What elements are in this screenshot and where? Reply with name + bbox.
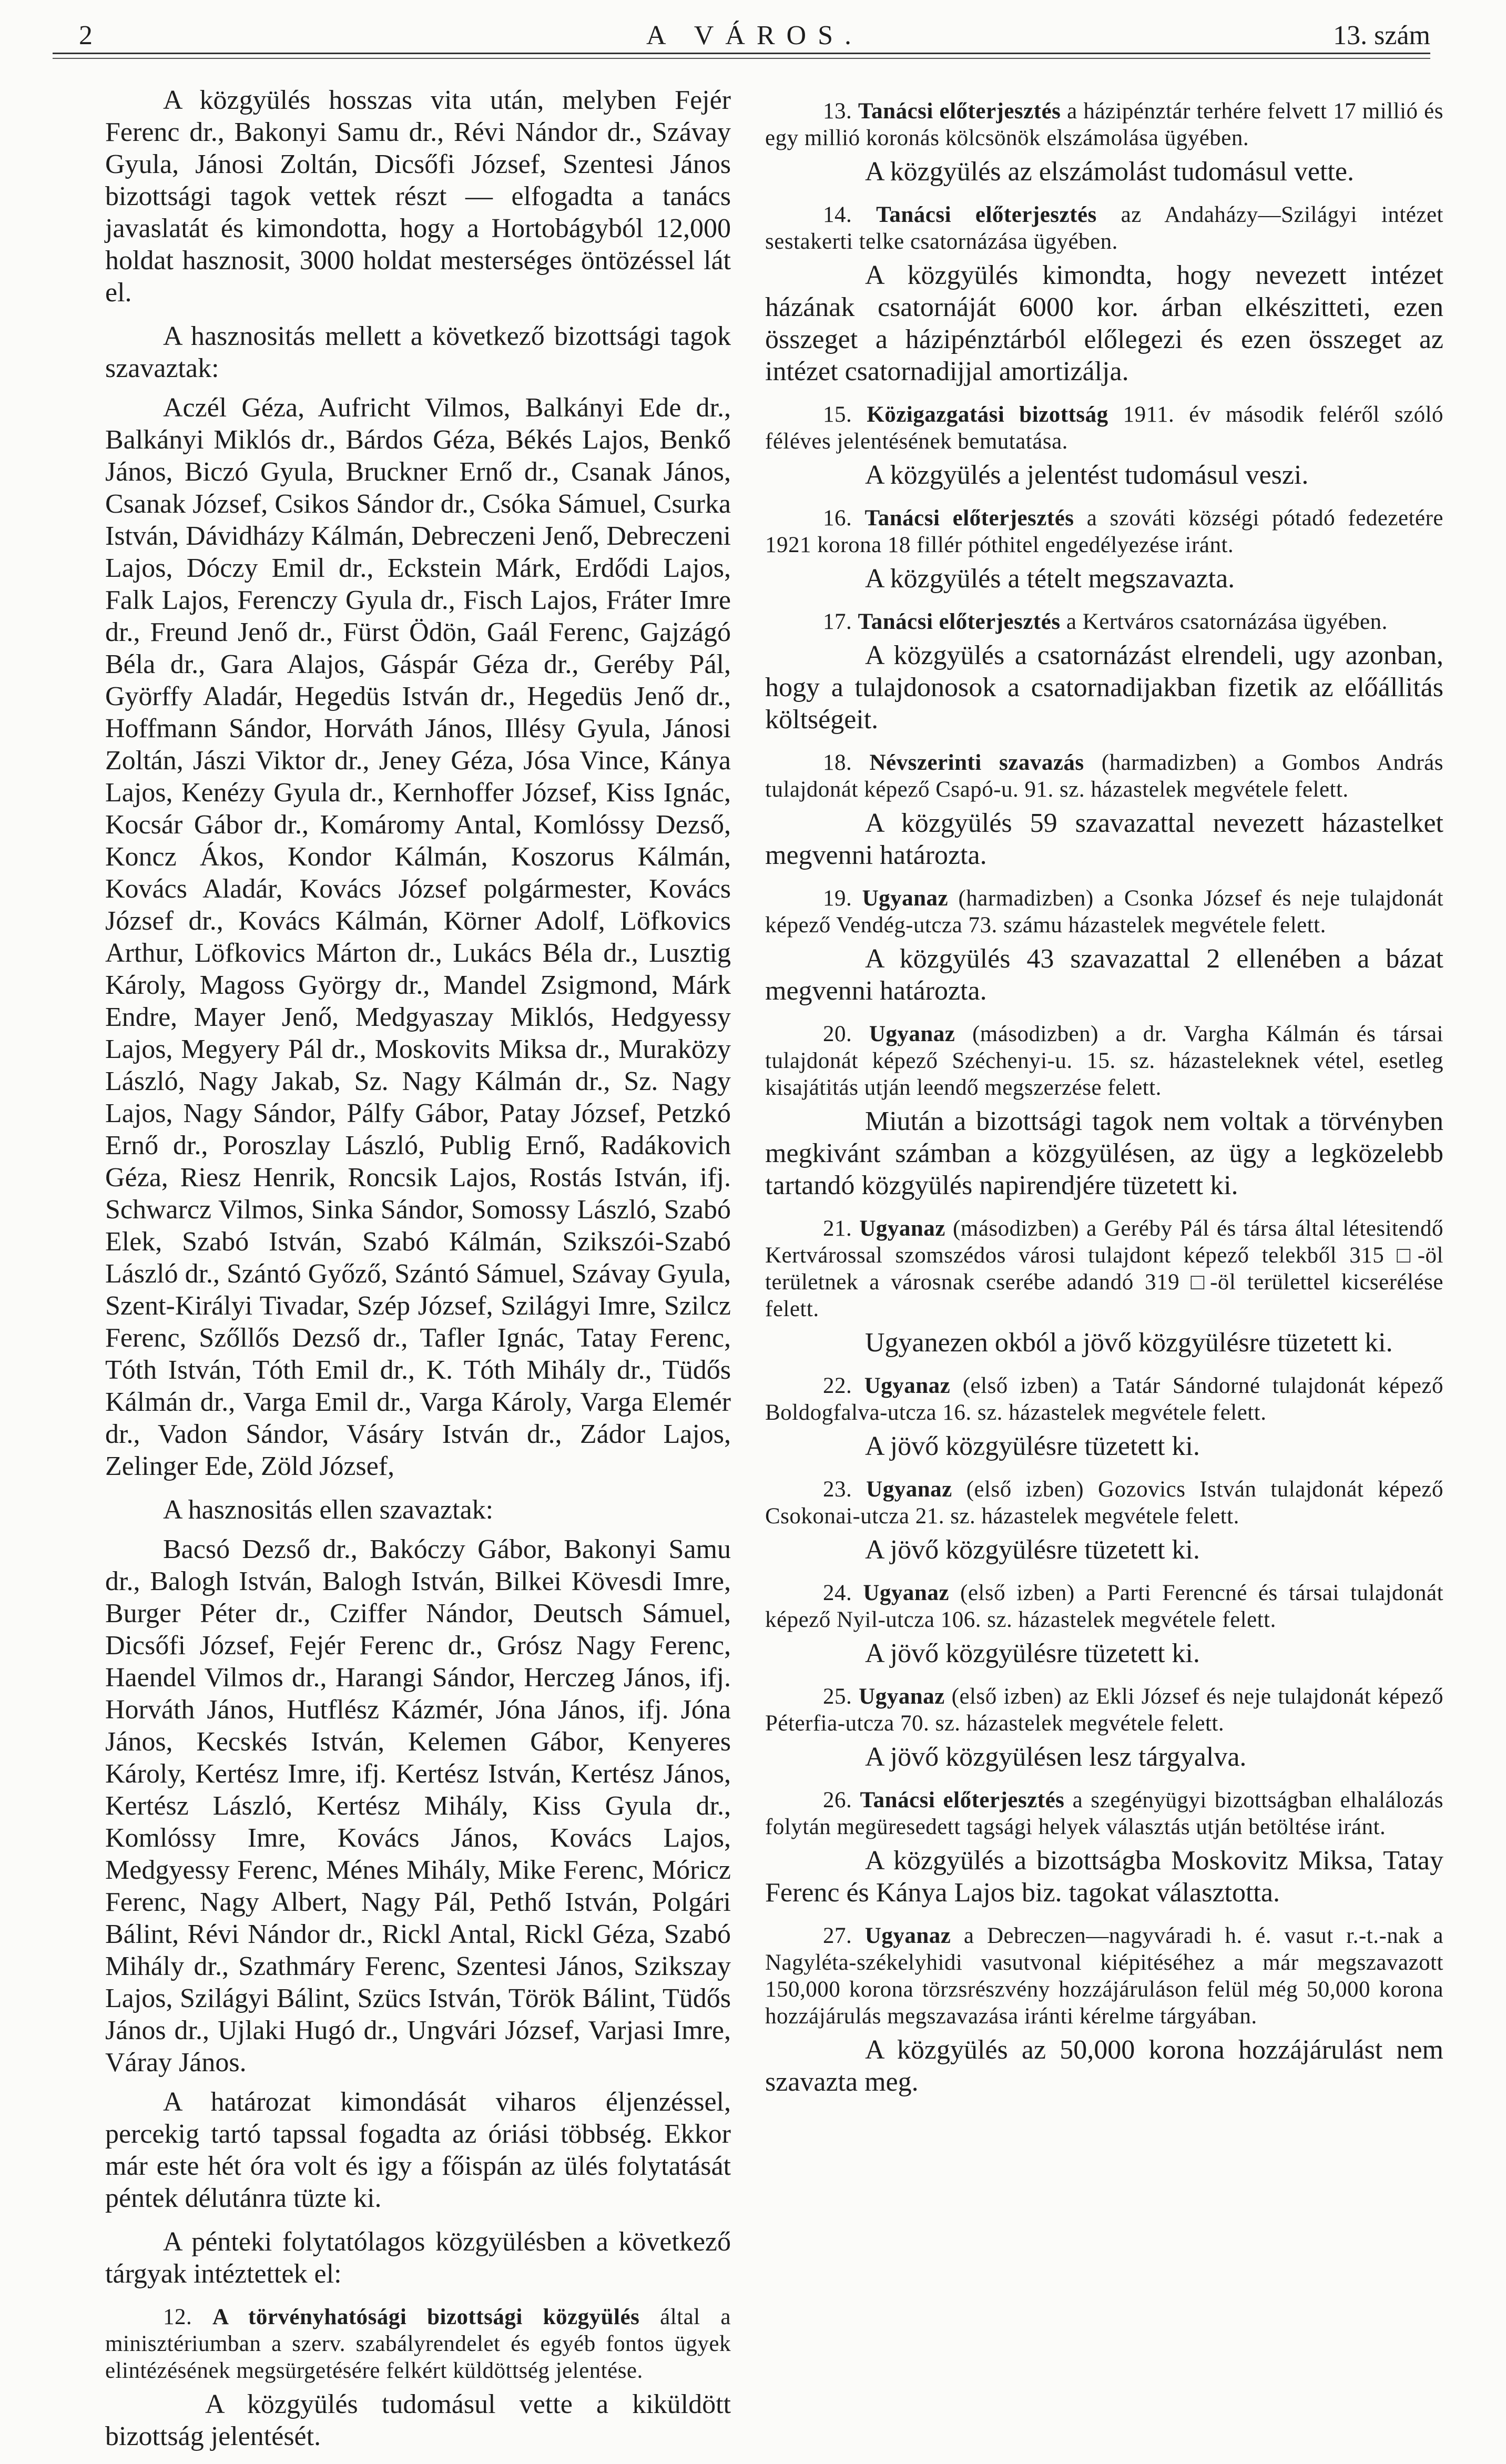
paragraph: A közgyülés hosszas vita után, melyben Fejér Ferenc dr., Bakonyi Samu dr., Révi Nándor dr., Szávay Gyula, Jánosi Zoltán, Dicsőfi József, Szentesi János bizottsági tagok vettek részt — elfogadta a tanács javaslatát és kimondotta, hogy a Hortobágyból 12,000 holdat hasznosit, 3000 holdat mesterséges öntözéssel lát el. — [105, 85, 731, 308]
item-title: Tanácsi előterjesztés — [876, 202, 1097, 227]
item-title: Közigazgatási bizottság — [867, 402, 1108, 427]
item-text: (első izben) a Parti Ferencné és társai tulajdonát képező Nyil-utcza 106. sz. házastelek megvétele felett. — [765, 1581, 1444, 1632]
item-text: (első izben) a Tatár Sándorné tulajdonát képező Boldogfalva-utcza 16. sz. házastelek megvétele felett. — [765, 1373, 1444, 1425]
item-number: 24. — [823, 1581, 852, 1605]
item-title: Tanácsi előterjesztés — [860, 1788, 1065, 1813]
agenda-item — [765, 1476, 1443, 1530]
item-title: Tanácsi előterjesztés — [864, 506, 1074, 531]
agenda-item — [765, 1683, 1443, 1737]
item-number: 25. — [823, 1684, 852, 1709]
item-title: Ugyanaz — [863, 1581, 949, 1605]
item-resolution: A közgyülés az 50,000 korona hozzájárulást nem szavazta meg. — [765, 2035, 1443, 2097]
section-heading: A hasznositás mellett a következő bizottsági tagok szavaztak: — [105, 321, 731, 383]
agenda-item — [765, 885, 1443, 939]
item-resolution: A jövő közgyülésen lesz tárgyalva. — [865, 1742, 1247, 1772]
item-resolution: A közgyülés a tételt megszavazta. — [865, 564, 1235, 594]
agenda-item — [765, 1922, 1443, 2030]
agenda-item — [765, 749, 1443, 803]
agenda-item — [765, 1372, 1443, 1426]
agenda-item — [765, 608, 1443, 635]
item-title: Ugyanaz — [859, 1216, 945, 1241]
item-resolution: A közgyülés a jelentést tudomásul veszi. — [865, 460, 1309, 490]
item-title: Ugyanaz — [869, 1022, 955, 1046]
section-heading: A pénteki folytatólagos közgyülésben a következő tárgyak intéztettek el: — [105, 2227, 731, 2289]
item-resolution: A közgyülés a csatornázást elrendeli, ugy azonban, hogy a tulajdonosok a csatornadijakban fizetik az előállitás költségeit. — [765, 640, 1443, 735]
item-text: (harmadizben) a Csonka József és neje tulajdonát képező Vendég-utcza 73. számu házastelek megvétele felett. — [765, 886, 1444, 938]
item-number: 20. — [823, 1022, 852, 1046]
item-text: által a minisztériumban a szerv. szabályrendelet és egyéb fontos ügyek elintézésének megsürgetésére felkért küldöttség jelentése. — [105, 2305, 731, 2383]
item-resolution: A közgyülés 59 szavazattal nevezett házastelket megvenni határozta. — [765, 808, 1443, 870]
item-resolution: Ugyanezen okból a jövő közgyülésre tüzetett ki. — [865, 1328, 1393, 1358]
item-title: Tanácsi előterjesztés — [858, 99, 1061, 124]
right-column — [765, 84, 1443, 2110]
item-text: a szováti községi pótadó fedezetére 1921 korona 18 fillér póthitel engedélyezése iránt. — [765, 506, 1444, 557]
item-title: A törvényhatósági bizottsági közgyülés — [212, 2305, 640, 2329]
item-number: 26. — [823, 1788, 852, 1813]
item-text: (első izben) Gozovics István tulajdonát képező Csokonai-utcza 21. sz. házastelek megvétele felett. — [765, 1477, 1443, 1529]
item-resolution: A közgyülés tudomásul vette a kiküldött bizottság jelentését. — [105, 2389, 731, 2451]
section-heading: A hasznositás ellen szavaztak: — [163, 1495, 494, 1525]
item-number: 18. — [823, 750, 852, 775]
voter-list: Aczél Géza, Aufricht Vilmos, Balkányi Ede dr., Balkányi Miklós dr., Bárdos Géza, Békés Lajos, Benkő János, Biczó Gyula, Bruckner Ernő dr., Csanak János, Csanak József, Csikos Sándor dr., Csóka Sámuel, Csurka István, Dávidházy Kálmán, Debreczeni Jenő, Debreczeni Lajos, Dóczy Emil dr., Eckstein Márk, Erdődi Lajos, Falk Lajos, Ferenczy Gyula dr., Fisch Lajos, Fráter Imre dr., Freund Jenő dr., Fürst Ödön, Gaál Ferenc, Gajzágó Béla dr., Gara Alajos, Gáspár Géza dr., Geréby Pál, Györffy Aladár, Hegedüs István dr., Hegedüs Jenő dr., Hoffmann Sándor, Horváth János, Illésy Gyula, Jánosi Zoltán, Jászi Viktor dr., Jeney Géza, Jósa Vince, Kánya Lajos, Kenézy Gyula dr., Kernhoffer József, Kiss Ignác, Kocsár Gábor dr., Komáromy Antal, Komlóssy Dezső, Koncz Ákos, Kondor Kálmán, Koszorus Kálmán, Kovács Aladár, Kovács József polgármester, Kovács József dr., Kovács Kálmán, Körner Adolf, Löfkovics Arthur, Löfkovics Márton dr., Lukács Béla dr., Lusztig Károly, Magoss György dr., Mandel Zsigmond, Márk Endre, Mayer Jenő, Medgyaszay Miklós, Hedgyessy Lajos, Megyery Pál dr., Moskovits Miksa dr., Muraközy László, Nagy Jakab, Sz. Nagy Kálmán dr., Sz. Nagy Lajos, Nagy Sándor, Pálfy Gábor, Patay József, Petzkó Ernő dr., Poroszlay László, Publig Ernő, Radákovich Géza, Riesz Henrik, Roncsik Lajos, Rostás István, ifj. Schwarcz Vilmos, Sinka Sándor, Somossy László, Szabó Elek, Szabó István, Szabó Kálmán, Szikszói-Szabó László dr., Szántó Győző, Szántó Sámuel, Szávay Gyula, Szent-Királyi Tivadar, Szép József, Szilágyi Imre, Szilcz Ferenc, Szőllős Dezső dr., Tafler Ignác, Tatay Ferenc, Tóth István, Tóth Emil dr., K. Tóth Mihály dr., Tüdős Kálmán dr., Varga Emil dr., Varga Károly, Varga Elemér dr., Vadon Sándor, Vásáry István dr., Zádor Lajos, Zelinger Ede, Zöld József, — [105, 393, 731, 1481]
item-number: 21. — [823, 1216, 852, 1241]
item-text: a Kertváros csatornázása ügyében. — [1066, 609, 1388, 634]
page-header — [79, 20, 1430, 52]
agenda-item — [765, 98, 1443, 151]
item-number: 14. — [823, 202, 852, 227]
item-number: 23. — [823, 1477, 852, 1502]
item-resolution: A jövő közgyülésre tüzetett ki. — [865, 1638, 1200, 1668]
item-text: a Debreczen—nagyváradi h. é. vasut r.-t.-nak a Nagyléta-székelyhidi vasutvonal kiépitéséhez a már megszavazott 150,000 korona törzsrészvény hozzájáruláson felül még 50,000 korona hozzájárulás megszavazása iránti kérelme tárgyában. — [765, 1923, 1444, 2029]
paragraph: A határozat kimondását viharos éljenzéssel, percekig tartó tapssal fogadta az óriási többség. Ekkor már este hét óra volt és igy a főispán az ülés folytatását péntek délutánra tüzte ki. — [105, 2087, 731, 2213]
item-number: 17. — [823, 609, 852, 634]
left-column — [105, 84, 731, 2464]
item-text: az Andaházy—Szilágyi intézet sestakerti telke csatornázása ügyében. — [765, 202, 1443, 254]
item-number: 15. — [823, 402, 852, 427]
voter-list: Bacsó Dezső dr., Bakóczy Gábor, Bakonyi Samu dr., Balogh István, Balogh István, Bilkei Kövesdi Imre, Burger Péter dr., Cziffer Nándor, Deutsch Sámuel, Dicsőfi József, Fejér Ferenc dr., Grósz Nagy Ferenc, Haendel Vilmos dr., Harangi Sándor, Herczeg János, ifj. Horváth János, Hutflész Kázmér, Jóna János, ifj. Jóna János, Kecskés István, Kelemen Gábor, Kenyeres Károly, Kertész Imre, ifj. Kertész István, Kertész János, Kertész László, Kertész Mihály, Kiss Gyula dr., Komlóssy Imre, Kovács János, Kovács Lajos, Medgyessy Ferenc, Ménes Mihály, Mike Ferenc, Móricz Ferenc, Nagy Albert, Nagy Pál, Pethő István, Polgári Bálint, Révi Nándor dr., Rickl Antal, Rickl Géza, Szabó Mihály dr., Szathmáry Ferenc, Szentesi János, Szikszay Lajos, Szilágyi Bálint, Szücs István, Török Bálint, Tüdős János dr., Ujlaki Hugó dr., Ungvári József, Varjasi Imre, Váray János. — [105, 1534, 731, 2078]
agenda-item — [765, 1580, 1443, 1633]
agenda-item — [765, 1787, 1443, 1840]
item-number: 19. — [823, 886, 852, 911]
item-resolution: A jövő közgyülésre tüzetett ki. — [865, 1431, 1200, 1461]
item-title: Ugyanaz — [864, 1923, 951, 1948]
newspaper-title: A VÁROS. — [646, 21, 863, 50]
item-title: Ugyanaz — [862, 886, 949, 911]
item-number: 12. — [163, 2305, 192, 2329]
header-rule — [53, 53, 1430, 59]
item-title: Ugyanaz — [859, 1684, 945, 1709]
item-resolution: A közgyülés 43 szavazattal 2 ellenében a bázat megvenni határozta. — [765, 944, 1443, 1006]
issue-number: 13. szám — [1333, 21, 1430, 50]
item-number: 22. — [823, 1373, 852, 1398]
agenda-item — [765, 201, 1443, 255]
item-resolution: A közgyülés az elszámolást tudomásul vette. — [865, 157, 1354, 187]
item-title: Névszerinti szavazás — [869, 750, 1084, 775]
item-number: 27. — [823, 1923, 852, 1948]
agenda-item — [765, 1215, 1443, 1322]
item-text: 1911. év második feléről szóló féléves jelentésének bemutatása. — [765, 402, 1444, 454]
agenda-item — [105, 2304, 731, 2384]
item-text: (első izben) az Ekli József és neje tulajdonát képező Péterfia-utcza 70. sz. házastelek megvétele felett. — [765, 1684, 1443, 1736]
item-title: Ugyanaz — [866, 1477, 952, 1502]
agenda-item — [765, 401, 1443, 455]
item-text: a házipénztár terhére felvett 17 millió és egy millió koronás kölcsönök elszámolása ügyében. — [765, 99, 1444, 150]
item-text: a szegényügyi bizottságban elhalálozás folytán megüresedett tagsági helyek választás utján betöltése iránt. — [765, 1788, 1444, 1839]
item-text: (másodizben) a Geréby Pál és társa által létesitendő Kertvárossal szomszédos városi tulajdont képező telekből 315 □-öl területnek a városnak cserébe adandó 319 □-öl területtel kicserélése felett. — [765, 1216, 1443, 1321]
item-text: (harmadizben) a Gombos András tulajdonát képező Csapó-u. 91. sz. házastelek megvétele felett. — [765, 750, 1443, 802]
item-resolution: Miután a bizottsági tagok nem voltak a törvényben megkivánt számban a közgyülésen, az ügy a legközelebb tartandó közgyülés napirendjére tüzetett ki. — [765, 1106, 1443, 1200]
page-number: 2 — [79, 21, 93, 50]
agenda-item — [765, 505, 1443, 558]
item-resolution: A közgyülés a bizottságba Moskovitz Miksa, Tatay Ferenc és Kánya Lajos biz. tagokat választotta. — [765, 1846, 1443, 1908]
item-resolution: A jövő közgyülésre tüzetett ki. — [865, 1535, 1200, 1565]
agenda-item — [765, 1021, 1443, 1101]
item-title: Ugyanaz — [864, 1373, 951, 1398]
item-number: 16. — [823, 506, 852, 531]
item-resolution: A közgyülés kimondta, hogy nevezett intézet házának csatornáját 6000 kor. árban elkészitteti, ezen összeget a házipénztárból előlegezi és ezen összeget az intézet csatornadijjal amortizálja. — [765, 260, 1443, 386]
item-number: 13. — [823, 99, 852, 124]
item-text: (másodizben) a dr. Vargha Kálmán és társai tulajdonát képező Széchenyi-u. 15. sz. házasteleknek vétel, esetleg kisajátitás utján leendő megszerzése felett. — [765, 1022, 1443, 1100]
item-title: Tanácsi előterjesztés — [858, 609, 1061, 634]
